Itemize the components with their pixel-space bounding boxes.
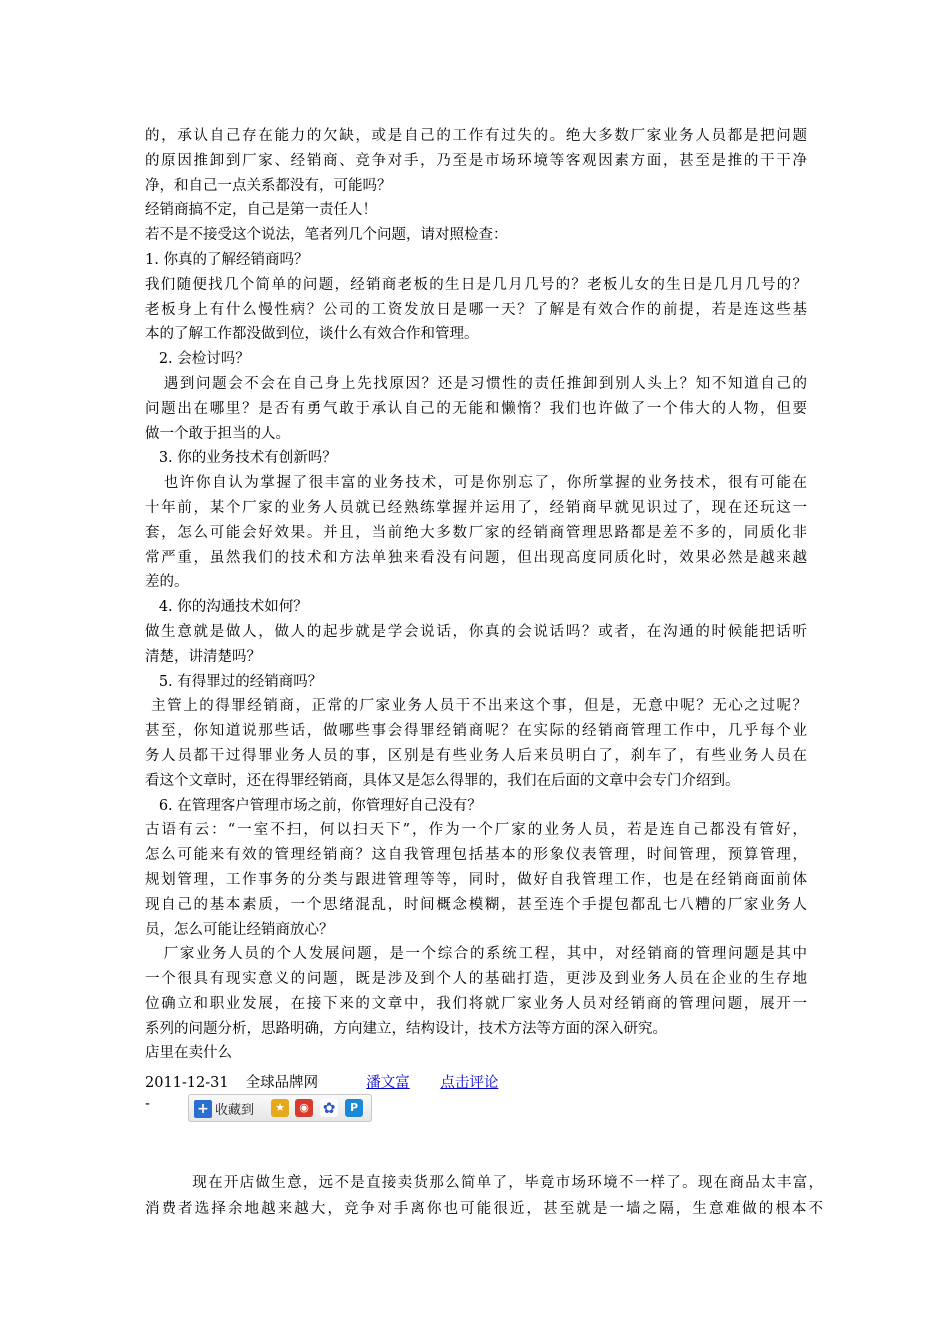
text-line: 经销商搞不定，自己是第一责任人！ — [145, 202, 377, 219]
share-toolbar — [188, 1094, 372, 1122]
text-line: 6. 在管理客户管理市场之前，你管理好自己没有？ — [145, 797, 482, 814]
text-line: 常严重，虽然我们的技术和方法单独来看没有问题，但出现高度同质化时，效果必然是越来越 — [145, 549, 807, 566]
article-source: 全球品牌网 — [245, 1075, 319, 1091]
text-line: 本的了解工作都没做到位，谈什么有效合作和管理。 — [145, 326, 479, 343]
text-line: 做生意就是做人，做人的起步就是学会说话，你真的会说话吗？或者，在沟通的时候能把话听 — [145, 623, 807, 640]
text-line: 也许你自认为掌握了很丰富的业务技术，可是你别忘了，你所掌握的业务技术，很有可能在 — [145, 475, 807, 492]
text-line: 现在开店做生意，远不是直接卖货那么简单了，毕竟市场环境不一样了。现在商品太丰富， — [145, 1175, 823, 1191]
qzone-icon[interactable]: ★ — [271, 1099, 289, 1117]
text-line: 现自己的基本素质，一个思绪混乱，时间概念模糊，甚至连个手提包都乱七八糟的厂家业务人 — [145, 896, 807, 913]
text-line: 看这个文章时，还在得罪经销商，具体又是怎么得罪的，我们在后面的文章中会专门介绍到。 — [145, 772, 740, 789]
bookmark-label: 收藏到 — [215, 1103, 255, 1118]
text-line: 若不是不接受这个说法，笔者列几个问题，请对照检查： — [145, 227, 508, 244]
text-line: 差的。 — [145, 574, 189, 591]
text-line: 问题出在哪里？是否有勇气敢于承认自己的无能和懒惰？我们也许做了一个伟大的人物，但要 — [145, 400, 807, 417]
text-line: 十年前，某个厂家的业务人员就已经熟练掌握并运用了，经销商早就见识过了，现在还玩这一 — [145, 499, 807, 516]
text-line: 主管上的得罪经销商，正常的厂家业务人员干不出来这个事，但是，无意中呢？无心之过呢？ — [145, 698, 807, 715]
text-line: 5. 有得罪过的经销商吗？ — [145, 673, 323, 690]
article-date: 2011-12-31 — [145, 1075, 229, 1091]
text-line: 2. 会检讨吗？ — [145, 351, 250, 368]
text-line: 净，和自己一点关系都没有，可能吗？ — [145, 177, 392, 194]
text-line: 务人员都干过得罪业务人员的事，区别是有些业务人后来员明白了，刹车了，有些业务人员在 — [145, 747, 807, 764]
text-line: 的，承认自己存在能力的欠缺，或是自己的工作有过失的。绝大多数厂家业务人员都是把问题 — [145, 128, 807, 144]
text-line: 我们随便找几个简单的问题，经销商老板的生日是几月几号的？老板儿女的生日是几月几号的？ — [145, 276, 807, 293]
bookmark-button[interactable] — [194, 1099, 266, 1118]
text-line: 遇到问题会不会在自己身上先找原因？还是习惯性的责任推卸到别人头上？知不知道自己的 — [145, 375, 807, 392]
baidu-icon[interactable]: ✿ — [320, 1099, 338, 1117]
text-line: 清楚，讲清楚吗？ — [145, 648, 261, 665]
text-line: 店里在卖什么 — [145, 1045, 232, 1062]
text-line: 3. 你的业务技术有创新吗？ — [145, 450, 337, 467]
text-line: 厂家业务人员的个人发展问题，是一个综合的系统工程，其中，对经销商的管理问题是其中 — [145, 946, 807, 963]
text-line: 套，怎么可能会好效果。并且，当前绝大多数厂家的经销商管理思路都是差不多的，同质化非 — [145, 524, 807, 541]
text-line: 位确立和职业发展，在接下来的文章中，我们将就厂家业务人员对经销商的管理问题，展开一 — [145, 995, 807, 1012]
article-meta — [145, 1071, 498, 1092]
text-line: 古语有云：“一室不扫，何以扫天下”，作为一个厂家的业务人员，若是连自己都没有管好， — [145, 822, 807, 839]
text-line: 4. 你的沟通技术如何？ — [145, 599, 308, 616]
article-body — [145, 124, 807, 1066]
text-line: 规划管理，工作事务的分类与跟进管理等等，同时，做好自我管理工作，也是在经销商面前体 — [145, 871, 807, 888]
text-line: 系列的问题分析，思路明确，方向建立，结构设计，技术方法等方面的深入研究。 — [145, 1020, 667, 1037]
text-line: 一个很具有现实意义的问题，既是涉及到个人的基础打造，更涉及到业务人员在企业的生存地 — [145, 971, 807, 988]
text-line: 消费者选择余地越来越大，竞争对手离你也可能很近，甚至就是一墙之隔，生意难做的根本不 — [145, 1201, 823, 1217]
text-line: 1. 你真的了解经销商吗？ — [145, 251, 309, 268]
comment-link[interactable]: 点击评论 — [440, 1075, 499, 1091]
text-line: 怎么可能来有效的管理经销商？这自我管理包括基本的形象仪表管理，时间管理，预算管理， — [145, 847, 807, 864]
separator-dash: - — [145, 1096, 150, 1112]
pengyou-icon[interactable]: P — [345, 1099, 363, 1117]
text-line: 员，怎么可能让经销商放心？ — [145, 921, 334, 938]
plus-icon: + — [194, 1100, 212, 1118]
author-link[interactable]: 潘文富 — [366, 1075, 410, 1091]
text-line: 甚至，你知道说那些话，做哪些事会得罪经销商呢？在实际的经销商管理工作中，几乎每个业 — [145, 723, 807, 740]
text-line: 的原因推卸到厂家、经销商、竞争对手，乃至是市场环境等客观因素方面，甚至是推的干干净 — [145, 152, 807, 169]
text-line: 老板身上有什么慢性病？公司的工资发放日是哪一天？了解是有效合作的前提，若是连这些基 — [145, 301, 807, 318]
text-line: 做一个敢于担当的人。 — [145, 425, 290, 442]
next-article-body — [145, 1170, 823, 1222]
weibo-icon[interactable]: ◉ — [295, 1099, 313, 1117]
